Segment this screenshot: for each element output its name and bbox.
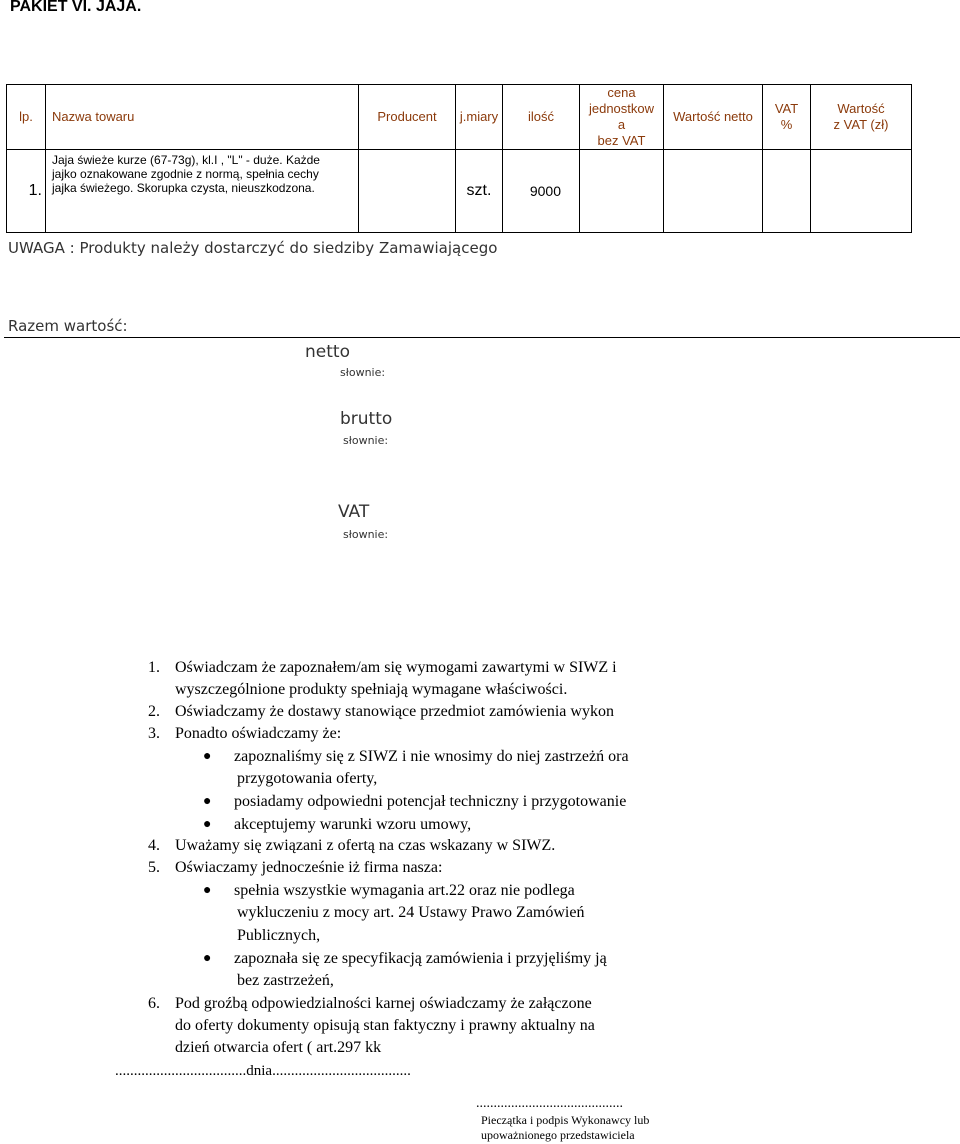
signature-caption-line: upoważnionego przedstawiciela [481, 1128, 635, 1142]
declarations [0, 656, 960, 1096]
totals-label: Razem wartość: [8, 317, 128, 335]
bullet-icon: ● [203, 817, 212, 832]
net-words-label: słownie: [340, 366, 386, 379]
header-vat-line: % [780, 117, 793, 132]
gross-label: brutto [340, 409, 393, 429]
decl-line: do oferty dokumenty opisują stan faktyczny i prawny aktualny na [175, 1017, 595, 1034]
header-vat [763, 85, 811, 150]
decl-number: 5. [148, 859, 160, 876]
decl-line: Pod groźbą odpowiedzialności karnej oświadczamy że załączone [175, 995, 592, 1012]
delivery-notice: UWAGA : Produkty należy dostarczyć do siedziby Zamawiającego [8, 239, 498, 257]
decl-bullet-line: akceptujemy warunki wzoru umowy, [234, 816, 472, 833]
decl-number: 1. [148, 659, 160, 676]
header-price [580, 85, 664, 150]
vat-label: VAT [338, 502, 370, 522]
table-header-row [7, 85, 912, 150]
row-qty: 9000 [503, 150, 580, 233]
row-gross[interactable] [811, 150, 912, 233]
decl-line: Ponadto oświadczamy że: [175, 725, 342, 742]
decl-bullet-line: przygotowania oferty, [237, 770, 378, 787]
decl-bullet-line: bez zastrzeżeń, [237, 972, 334, 989]
header-producer: Producent [359, 85, 456, 150]
row-vat[interactable] [763, 150, 811, 233]
totals-divider [4, 337, 960, 338]
row-product-name [46, 150, 359, 233]
product-name-line: jajka świeżego. Skorupka czysta, nieuszkodzona. [52, 181, 315, 195]
gross-words-label: słownie: [343, 434, 389, 447]
bullet-icon: ● [203, 951, 212, 966]
header-net-value: Wartość netto [664, 85, 763, 150]
decl-number: 3. [148, 725, 160, 742]
header-qty: ilość [503, 85, 580, 150]
decl-bullet-line: spełnia wszystkie wymagania art.22 oraz nie podlega [234, 882, 575, 899]
decl-number: 6. [148, 995, 160, 1012]
header-price-line: cena [607, 85, 636, 100]
net-label: netto [305, 342, 350, 362]
decl-line: Oświadczamy że dostawy stanowiące przedmiot zamówienia wykon [175, 703, 614, 720]
header-price-line: jednostkow [588, 101, 655, 116]
header-price-line: bez VAT [597, 133, 646, 148]
header-price-line: a [617, 117, 626, 132]
header-unit: j.miary [456, 85, 503, 150]
row-producer[interactable] [359, 150, 456, 233]
header-lp: lp. [7, 85, 46, 150]
decl-line: dzień otwarcia ofert ( art.297 kk [175, 1039, 382, 1056]
table-row [7, 150, 912, 233]
header-gross-line: Wartość [837, 101, 885, 116]
page-title: PAKIET VI. JAJA. [10, 0, 142, 15]
decl-bullet-line: wykluczeniu z mocy art. 24 Ustawy Prawo Zamówień [237, 904, 585, 921]
row-lp: 1. [7, 150, 46, 233]
decl-line: Oświadczam że zapoznałem/am się wymogami zawartymi w SIWZ i [175, 659, 617, 676]
signature-caption-line: Pieczątka i podpis Wykonawcy lub [481, 1113, 650, 1127]
row-net-value[interactable] [664, 150, 763, 233]
header-gross-line: z VAT (zł) [833, 117, 889, 132]
signature-dots[interactable]: .......................................... [476, 1096, 623, 1111]
decl-number: 4. [148, 837, 160, 854]
decl-line: Uważamy się związani z ofertą na czas wskazany w SIWZ. [175, 837, 556, 854]
signature-caption [481, 1113, 649, 1143]
bullet-icon: ● [203, 794, 212, 809]
decl-line: wyszczególnione produkty spełniają wymagane właściwości. [175, 681, 568, 698]
bullet-icon: ● [203, 883, 212, 898]
date-line[interactable]: ...................................dnia..................................... [115, 1063, 411, 1079]
decl-line: Oświaczamy jednocześnie iż firma nasza: [175, 859, 443, 876]
header-vat-line: VAT [774, 101, 799, 116]
header-name: Nazwa towaru [46, 85, 359, 150]
row-price[interactable] [580, 150, 664, 233]
product-table [6, 84, 912, 233]
product-name-line: Jaja świeże kurze (67-73g), kl.I , "L" - duże. Każde [52, 153, 320, 167]
decl-bullet-line: zapoznaliśmy się z SIWZ i nie wnosimy do niej zastrzeżń ora [234, 748, 629, 765]
row-unit: szt. [456, 150, 503, 233]
decl-bullet-line: zapoznała się ze specyfikacją zamówienia i przyjęliśmy ją [234, 950, 607, 967]
decl-bullet-line: Publicznych, [237, 927, 321, 944]
vat-words-label: słownie: [343, 528, 389, 541]
bullet-icon: ● [203, 749, 212, 764]
product-name-line: jajko oznakowane zgodnie z normą, spełnia cechy [52, 167, 319, 181]
decl-number: 2. [148, 703, 160, 720]
decl-bullet-line: posiadamy odpowiedni potencjał techniczny i przygotowanie [234, 793, 627, 810]
header-gross [811, 85, 912, 150]
